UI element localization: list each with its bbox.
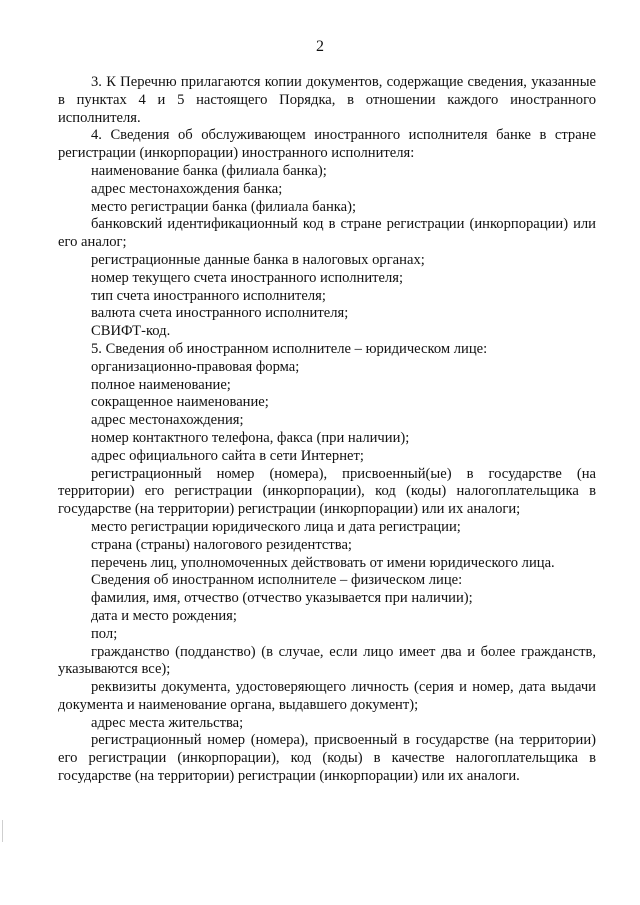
paragraph-4-bank-info-heading: 4. Сведения об обслуживающем иностранного исполнителя банке в стране регистрации (инкорпорации) иностранного исполнителя:	[58, 127, 596, 162]
registration-place-date-item: место регистрации юридического лица и дата регистрации;	[91, 518, 461, 535]
birth-date-place-item: дата и место рождения;	[91, 607, 237, 624]
document-body	[58, 74, 596, 786]
paragraph-3-attachments: 3. К Перечню прилагаются копии документов, содержащие сведения, указанные в пунктах 4 и 5 настоящего Порядка, в отношении каждого иностранного исполнителя.	[58, 74, 596, 126]
account-currency-item: валюта счета иностранного исполнителя;	[91, 305, 349, 322]
swift-code-item: СВИФТ-код.	[91, 323, 171, 340]
full-name-item: полное наименование;	[91, 376, 231, 393]
citizenship-item: гражданство (подданство) (в случае, если лицо имеет два и более гражданств, указываются все);	[58, 643, 596, 678]
scan-edge-mark	[2, 820, 3, 842]
bank-identification-code-item: банковский идентификационный код в стране регистрации (инкорпорации) или его аналог;	[58, 216, 596, 251]
legal-registration-number-item: регистрационный номер (номера), присвоенный(ые) в государстве (на территории) его регистрации (инкорпорации), код (коды) налогоплательщика в государстве (на территории) регистрации (инкорпорации) или их аналоги;	[58, 465, 596, 518]
account-number-item: номер текущего счета иностранного исполнителя;	[91, 269, 404, 286]
tax-residency-item: страна (страны) налогового резидентства;	[91, 536, 352, 553]
gender-item: пол;	[91, 625, 118, 642]
full-name-individual-item: фамилия, имя, отчество (отчество указывается при наличии);	[91, 590, 473, 607]
website-item: адрес официального сайта в сети Интернет;	[91, 447, 364, 464]
bank-tax-registration-item: регистрационные данные банка в налоговых органах;	[91, 251, 425, 268]
paragraph-5-legal-entity-heading: 5. Сведения об иностранном исполнителе – юридическом лице:	[91, 340, 488, 357]
legal-form-item: организационно-правовая форма;	[91, 358, 300, 375]
individual-registration-number-item: регистрационный номер (номера), присвоенный в государстве (на территории) его регистрации (инкорпорации), код (коды) в качестве налогоплательщика в государстве (на территории) регистрации (инкорпорации) или их аналоги.	[58, 732, 596, 785]
bank-address-item: адрес местонахождения банка;	[91, 180, 283, 197]
individual-info-heading: Сведения об иностранном исполнителе – физическом лице:	[91, 572, 463, 589]
residence-address-item: адрес места жительства;	[91, 714, 244, 731]
page-number: 2	[316, 38, 324, 55]
location-address-item: адрес местонахождения;	[91, 412, 244, 429]
account-type-item: тип счета иностранного исполнителя;	[91, 287, 326, 304]
contact-phone-item: номер контактного телефона, факса (при наличии);	[91, 429, 410, 446]
identity-document-item: реквизиты документа, удостоверяющего личность (серия и номер, дата выдачи документа и наименование органа, выдавшего документ);	[58, 679, 596, 713]
authorized-persons-item: перечень лиц, уполномоченных действовать от имени юридического лица.	[91, 554, 555, 571]
bank-name-item: наименование банка (филиала банка);	[91, 162, 327, 179]
bank-registration-place-item: место регистрации банка (филиала банка);	[91, 198, 357, 215]
short-name-item: сокращенное наименование;	[91, 394, 269, 411]
